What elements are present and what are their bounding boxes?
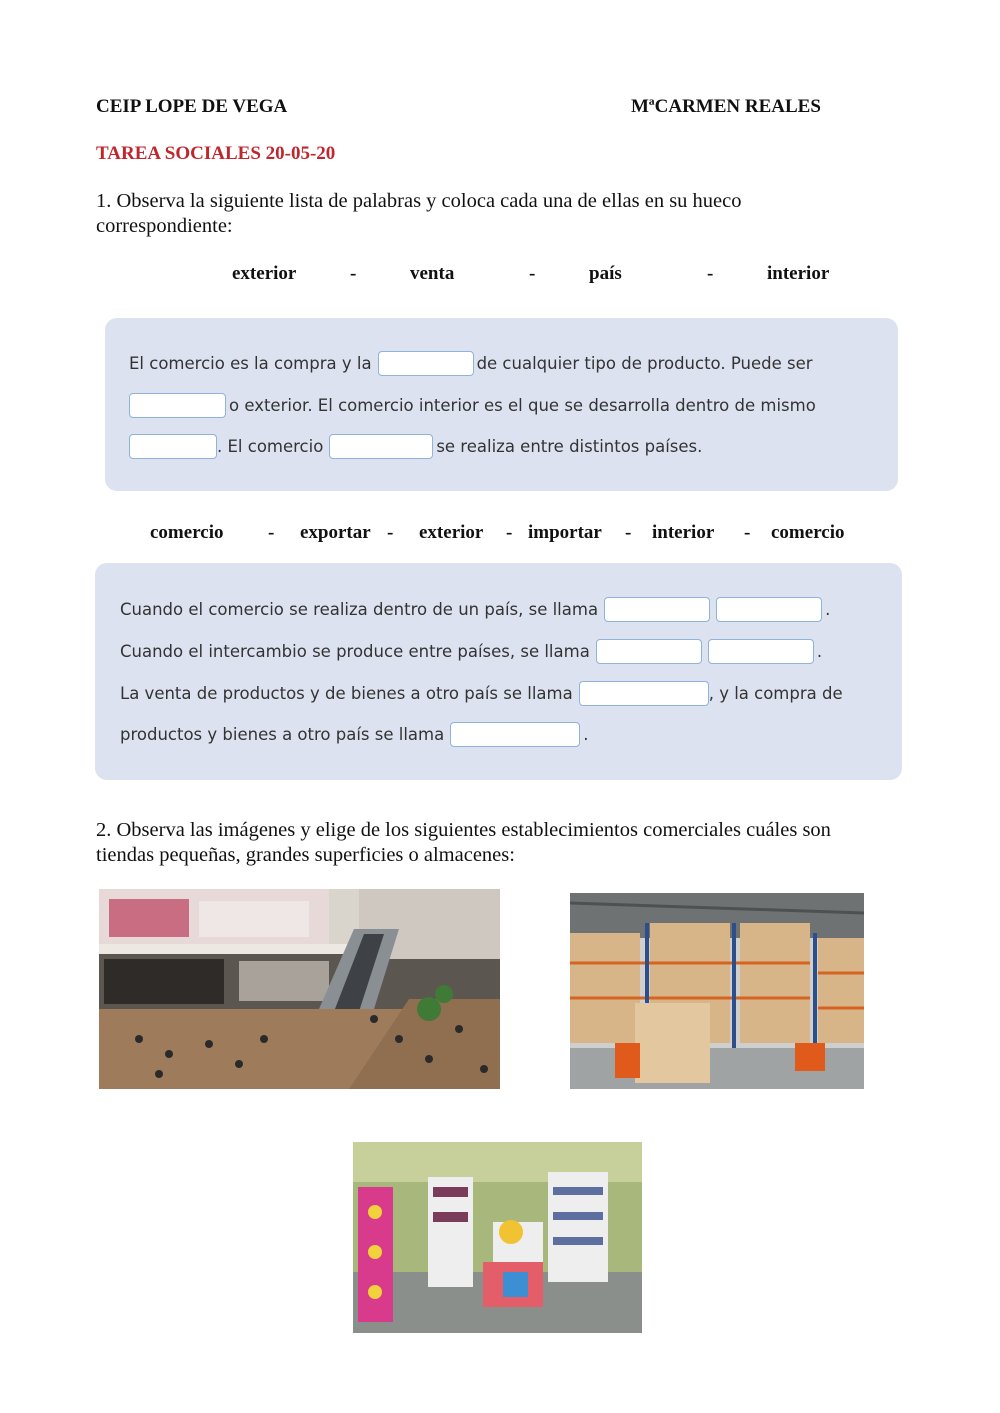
word-bank2-item: - xyxy=(744,522,751,543)
word-bank1-item: - xyxy=(707,263,714,284)
word-bank1-item: - xyxy=(529,263,536,284)
word-bank1-item: interior xyxy=(767,263,830,284)
word-bank2-item: comercio xyxy=(771,522,845,543)
box1-line1 xyxy=(129,351,813,376)
answer-input[interactable] xyxy=(129,434,217,459)
teacher-name: MªCARMEN REALES xyxy=(631,96,821,117)
box2-line4 xyxy=(120,722,588,747)
word-bank2-item: importar xyxy=(528,522,602,543)
school-name: CEIP LOPE DE VEGA xyxy=(96,96,288,117)
warehouse-photo xyxy=(570,893,864,1089)
box1-text: . El comercio xyxy=(217,437,324,456)
answer-input[interactable] xyxy=(596,639,702,664)
word-bank1-item: - xyxy=(350,263,357,284)
instruction-line: 1. Observa la siguiente lista de palabras y coloca cada una de ellas en su hueco xyxy=(96,190,742,212)
box1-text: de cualquier tipo de producto. Puede ser xyxy=(476,354,813,373)
box2-line2 xyxy=(120,639,822,664)
word-bank1-item: venta xyxy=(410,263,455,284)
word-bank2-item: - xyxy=(506,522,513,543)
box1-text: El comercio es la compra y la xyxy=(129,354,372,373)
word-bank1-item: exterior xyxy=(232,263,297,284)
word-bank2-item: - xyxy=(268,522,275,543)
shopping-mall-photo xyxy=(99,889,500,1089)
box1-text: o exterior. El comercio interior es el que se desarrolla dentro de mismo xyxy=(229,396,816,415)
answer-input[interactable] xyxy=(708,639,814,664)
box2-line1 xyxy=(120,597,830,622)
exercise1-instruction xyxy=(96,189,742,239)
answer-input[interactable] xyxy=(604,597,710,622)
answer-input[interactable] xyxy=(329,434,433,459)
instruction-line: 2. Observa las imágenes y elige de los siguientes establecimientos comerciales cuáles son xyxy=(96,819,831,841)
answer-input[interactable] xyxy=(378,351,474,376)
instruction-line: correspondiente: xyxy=(96,215,233,237)
box1-text: se realiza entre distintos países. xyxy=(436,437,703,456)
answer-input[interactable] xyxy=(716,597,822,622)
word-bank1-item: país xyxy=(589,263,622,284)
box2-text: , y la compra de xyxy=(708,684,843,703)
box2-text: . xyxy=(583,725,589,744)
box2-text: . xyxy=(825,600,831,619)
exercise2-instruction xyxy=(96,818,831,868)
word-bank2-item: exterior xyxy=(419,522,484,543)
box2-text: . xyxy=(816,642,823,661)
word-bank2-item: interior xyxy=(652,522,715,543)
answer-input[interactable] xyxy=(129,393,226,418)
box2-text: Cuando el comercio se realiza dentro de un país, se llama xyxy=(120,600,599,619)
answer-input[interactable] xyxy=(579,681,709,706)
box1-line3 xyxy=(126,434,702,459)
word-bank2-item: exportar xyxy=(300,522,371,543)
word-bank2-item: comercio xyxy=(150,522,224,543)
box2-line3 xyxy=(120,681,843,706)
instruction-line: tiendas pequeñas, grandes superficies o almacenes: xyxy=(96,844,515,866)
small-shop-photo xyxy=(353,1142,642,1333)
task-title: TAREA SOCIALES 20-05-20 xyxy=(96,143,336,164)
box2-text: Cuando el intercambio se produce entre países, se llama xyxy=(120,642,590,661)
fill-in-box-2 xyxy=(95,563,902,780)
answer-input[interactable] xyxy=(450,722,580,747)
box2-text: productos y bienes a otro país se llama xyxy=(120,725,445,744)
box1-line2 xyxy=(126,393,816,418)
word-bank2-item: - xyxy=(625,522,632,543)
word-bank2-item: - xyxy=(387,522,394,543)
box2-text: La venta de productos y de bienes a otro país se llama xyxy=(120,684,573,703)
